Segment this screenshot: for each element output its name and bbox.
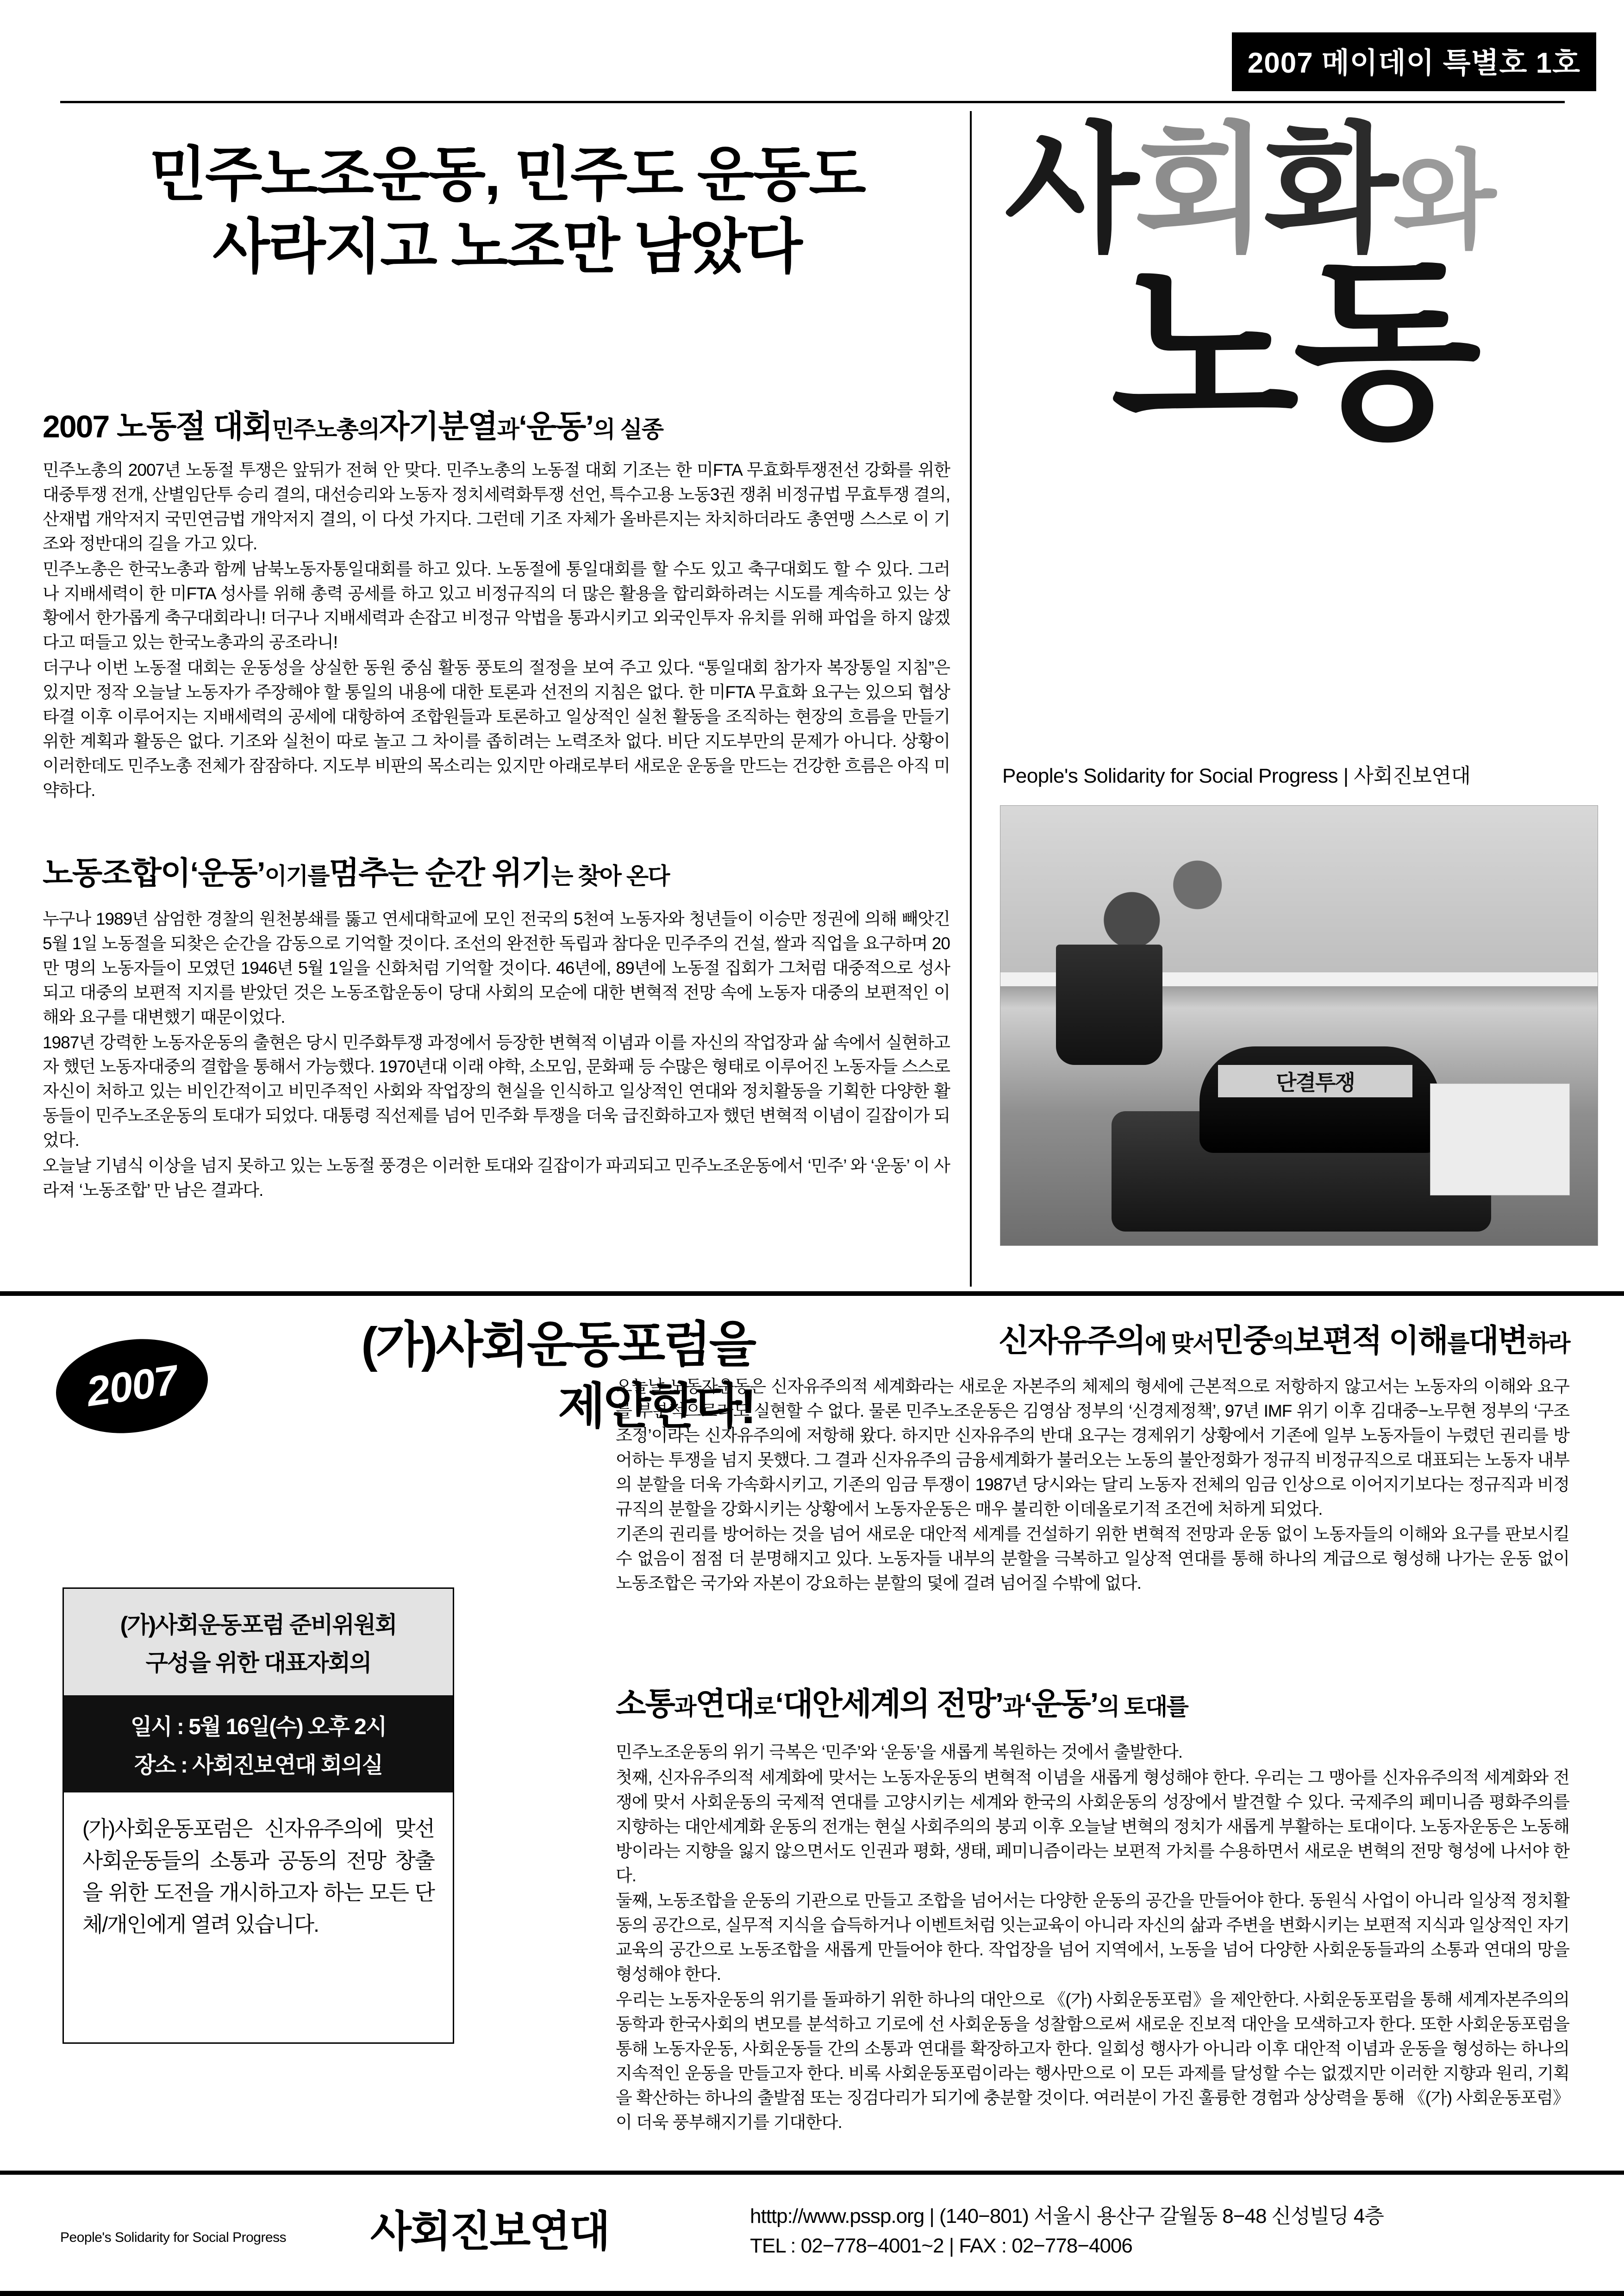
article-1-title-part-6: 의 실종 [593, 417, 663, 442]
forum-title-line-1: (가)사회운동포럼을 [361, 1318, 755, 1372]
article-2-title-part-5: 는 찾아 온다 [551, 863, 669, 889]
article-4-title-part-4: 로 [754, 1694, 775, 1720]
photo-banner-text: 단결투쟁 [1218, 1065, 1412, 1097]
header-rule [60, 101, 1565, 103]
article-4-title-part-3: 연대 [695, 1686, 754, 1722]
logo-char-1: 사 [1005, 112, 1134, 268]
article-3-title-part-8: 하라 [1527, 1331, 1569, 1356]
section-divider [0, 1291, 1624, 1296]
article-3-title-part-7: 대변 [1468, 1323, 1527, 1358]
forum-box-date: 일시 : 5월 16일(수) 오후 2시 [130, 1715, 387, 1739]
article-1-title-part-4: 과 [497, 417, 519, 442]
forum-info-box [62, 1587, 454, 2044]
forum-box-header-line-1: (가)사회운동포럼 준비위원회 [120, 1612, 397, 1638]
article-3-title-part-6: 를 [1447, 1331, 1468, 1356]
article-3-title-part-1: 신자유주의 [998, 1323, 1145, 1358]
headline-line-1: 민주노조운동, 민주도 운동도 [149, 142, 865, 208]
forum-box-place: 장소 : 사회진보연대 회의실 [134, 1753, 383, 1778]
article-1-para-1: 민주노총의 2007년 노동절 투쟁은 앞뒤가 전혀 안 맞다. 민주노총의 노동절 대회 기조는 한 미FTA 무효화투쟁전선 강화를 위한 대중투쟁 전개, 산별임단투 승리 결의, 대선승리와 노동자 정치세력화투쟁 선언, 특수고용 노동3권 쟁취 비정규법 무효투쟁 결의, 산재법 개악저지 국민연금법 개악저지 결의, 이 다섯 가지다. 그런데 기조 자체가 올바른지는 차치하더라도 총연맹 스스로 이 기조와 정반대의 길을 가고 있다. [43, 460, 950, 553]
article-2-para-1: 누구나 1989년 삼엄한 경찰의 원천봉쇄를 뚫고 연세대학교에 모인 전국의 5천여 노동자와 청년들이 이승만 정권에 의해 빼앗긴 5월 1일 노동절을 되찾은 순간을 감동으로 기억할 것이다. 조선의 완전한 독립과 참다운 민주주의 건설, 쌀과 직업을 요구하며 20만 명의 노동자들이 모였던 1946년 5월 1일을 신화처럼 기억할 것이다. 46년에, 89년에 노동절 집회가 그처럼 대중적으로 성사되고 대중의 보편적 지지를 받았던 것은 노동조합운동이 당대 사회의 모순에 대한 변혁적 전망 속에 노동자 대중의 보편적인 이해와 요구를 대변했기 때문이었다. [43, 909, 950, 1027]
article-4-para-2: 첫째, 신자유주의적 세계화에 맞서는 노동자운동의 변혁적 이념을 새롭게 형성해야 한다. 우리는 그 맹아를 신자유주의적 세계화와 전쟁에 맞서 사회운동의 국제적 연대를 고양시키는 세계와 한국의 사회운동의 성장에서 발견할 수 있다. 국제주의 페미니즘 평화주의를 지향하는 대안세계화 운동의 전개는 현실 사회주의의 붕괴 이후 오늘날 변혁의 정치가 새롭게 부활하는 토대이다. 노동자운동은 노동해방이라는 지향을 잃지 않으면서도 인권과 평화, 생태, 페미니즘이라는 보편적 가치를 수용하면서 새로운 변혁의 전망 형성에 나서야 한다. [616, 1767, 1569, 1885]
forum-box-header-line-2: 구성을 위한 대표자회의 [145, 1650, 371, 1676]
forum-box-header [64, 1589, 453, 1697]
logo-line-1 [1005, 112, 1492, 268]
article-2-body [43, 907, 950, 1204]
footer-contact-line-2: TEL : 02−778−4001~2 | FAX : 02−778−4006 [750, 2234, 1132, 2257]
article-4-body [616, 1740, 1569, 2136]
issue-badge: 2007 메이데이 특별호 1호 [1232, 32, 1596, 91]
photo-white-box [1430, 1083, 1570, 1195]
footer-org-ko: 사회진보연대 [370, 2208, 609, 2255]
footer-rule-top [0, 2171, 1624, 2175]
article-4-title-part-7: ‘운동’ [1024, 1686, 1098, 1722]
footer-rule-bottom [0, 2291, 1624, 2296]
photo-protest-gear [1000, 805, 1598, 1246]
headline-line-2: 사라지고 노조만 남았다 [212, 214, 801, 280]
forum-box-body: (가)사회운동포럼은 신자유주의에 맞선 사회운동들의 소통과 공동의 전망 창출을 위한 도전을 개시하고자 하는 모든 단체/개인에게 열려 있습니다. [82, 1817, 434, 1936]
article-2-title-part-4: 멈추는 순간 위기 [329, 856, 551, 891]
article-4-title-part-6: 과 [1002, 1694, 1024, 1720]
page-title [42, 139, 972, 283]
photo-cap [1199, 1046, 1440, 1153]
article-4-title-part-5: ‘대안세계의 전망’ [775, 1686, 1003, 1722]
article-3-para-1: 오늘날 노동자운동은 신자유주의적 세계화라는 새로운 자본주의 체제의 형세에 근본적으로 저항하지 않고서는 노동자의 이해와 요구를 부분적으로라도 실현할 수 없다. 물론 민주노조운동은 김영삼 정부의 ‘신경제정책’, 97년 IMF 위기 이후 김대중−노무현 정부의 ‘구조조정’이라는 신자유주의에 저항해 왔다. 하지만 신자유주의 반대 요구는 경제위기 상황에서 기존에 일부 노동자들이 누렸던 권리를 방어하는 투쟁을 넘지 못했다. 그 결과 신자유주의 금융세계화가 불러오는 노동의 불안정화가 정규직 비정규직으로 대표되는 노동자 내부의 분할을 더욱 가속화시키고, 기존의 임금 투쟁이 1987년 당시와는 달리 노동자 전체의 임금 인상으로 이어지기보다는 정규직과 비정규직의 분할을 강화시키는 상황에서 노동자운동은 매우 불리한 이데올로기적 조건에 처하게 되었다. [616, 1377, 1569, 1518]
logo-char-3: 화 [1263, 112, 1393, 268]
article-3-title-part-2: 에 맞서 [1144, 1331, 1214, 1356]
article-3-body [616, 1375, 1569, 1597]
article-2-para-3: 오늘날 기념식 이상을 넘지 못하고 있는 노동절 풍경은 이러한 토대와 길잡이가 파괴되고 민주노조운동에서 ‘민주’ 와 ‘운동’ 이 사라져 ‘노동조합’ 만 남은 결과다. [43, 1156, 950, 1200]
year-badge-label: 2007 [83, 1356, 181, 1415]
logo-char-4: 와 [1393, 142, 1492, 261]
article-2-title-part-3: 이기를 [264, 863, 329, 889]
article-3-para-2: 기존의 권리를 방어하는 것을 넘어 새로운 대안적 세계를 건설하기 위한 변혁적 전망과 운동 없이 노동자들의 이해와 요구를 판보시킬 수 없음이 점점 더 분명해지고 있다. 노동자들 내부의 분할을 극복하고 일상적 연대를 통해 하나의 계급으로 형성해 나가는 운동 없이 노동조합은 국가와 자본이 강요하는 분할의 덫에 걸려 넘어질 수밖에 없다. [616, 1524, 1569, 1593]
article-2-title [43, 854, 950, 893]
article-1-title-part-3: 자기분열 [379, 409, 497, 444]
logo-line-2: 노동 [1111, 243, 1476, 460]
article-3-title-part-4: 의 [1272, 1331, 1293, 1356]
forum-title-line-2: 제안한다! [558, 1379, 755, 1434]
article-2-title-part-2: ‘운동’ [190, 856, 265, 891]
article-1-para-3: 더구나 이번 노동절 대회는 운동성을 상실한 동원 중심 활동 풍토의 절정을 보여 주고 있다. “통일대회 참가자 복장통일 지침”은 있지만 정작 오늘날 노동자가 주장해야 할 통일의 내용에 대한 토론과 선전의 지침은 없다. 한 미FTA 무효화 요구는 있으되 협상 타결 이후 이루어지는 지배세력의 공세에 대항하여 조합원들과 토론하고 일상적인 실천 활동을 조직하는 현장의 흐름을 만들기 위한 계획과 활동은 없다. 기조와 실천이 따로 놀고 그 차이를 좁히려는 노력조차 없다. 비단 지도부만의 문제가 아니다. 상황이 이러한데도 민주노총 전체가 잠잠하다. 지도부 비판의 목소리는 있지만 아래로부터 새로운 운동을 만드는 건강한 흐름은 아직 미약하다. [43, 658, 950, 800]
logo-subtitle: People's Solidarity for Social Progress | 사회진보연대 [1002, 765, 1471, 787]
article-4-title-part-8: 의 토대를 [1097, 1694, 1188, 1720]
article-1-title-part-2: 민주노총의 [272, 417, 379, 442]
footer-org-en: People's Solidarity for Social Progress [60, 2230, 287, 2245]
article-1-title-part-5: ‘운동’ [518, 409, 593, 444]
article-1-title [43, 407, 950, 447]
article-4-para-3: 둘째, 노동조합을 운동의 기관으로 만들고 조합을 넘어서는 다양한 운동의 공간을 만들어야 한다. 동원식 사업이 아니라 일상적 정치활동의 공간으로, 실무적 지식을 습득하거나 이벤트처럼 잇는교육이 아니라 자신의 삶과 주변을 변화시키는 보편적 지식과 일상적인 자기교육의 공간으로 노동조합을 새롭게 만들어야 한다. 작업장을 넘어 지역에서, 노동을 넘어 다양한 사회운동들과의 소통과 연대의 망을 형성해야 한다. [616, 1891, 1569, 1984]
article-4-para-4: 우리는 노동자운동의 위기를 돌파하기 위한 하나의 대안으로 《(가) 사회운동포럼》을 제안한다. 사회운동포럼을 통해 세계자본주의의 동학과 한국사회의 변모를 분석하고 기로에 선 사회운동을 성찰함으로써 새로운 진보적 대안을 모색하고자 한다. 또한 사회운동포럼을 통해 노동자운동, 사회운동들 간의 소통과 연대를 확장하고자 한다. 일회성 행사가 아니라 이후 대안적 이념과 운동을 형성하는 하나의 지속적인 운동을 만들고자 한다. 비록 사회운동포럼이라는 행사만으로 이 모든 과제를 달성할 수는 없겠지만 이러한 지향과 원리, 기획을 확산하는 하나의 출발점 또는 징검다리가 되기에 충분할 것이다. 여러분이 가진 훌륭한 경험과 상상력을 통해 《(가) 사회운동포럼》이 더욱 풍부해지기를 기대한다. [616, 1990, 1569, 2132]
year-badge [50, 1330, 214, 1443]
article-3-title [616, 1321, 1569, 1361]
article-1-title-part-1: 2007 노동절 대회 [43, 409, 272, 444]
article-2-title-part-1: 노동조합이 [43, 856, 190, 891]
footer [0, 2175, 1624, 2296]
article-2-para-2: 1987년 강력한 노동자운동의 출현은 당시 민주화투쟁 과정에서 등장한 변혁적 이념과 이를 자신의 작업장과 삶 속에서 실현하고자 했던 노동자대중의 결합을 통해서 가능했다. 1970년대 이래 야학, 소모임, 문화패 등 수많은 형태로 이루어진 노동자들 스스로 자신이 처하고 있는 비인간적이고 비민주적인 사회와 작업장의 현실을 인식하고 일상적인 연대와 정치활동을 기획한 다양한 활동들이 민주노조운동의 토대가 되었다. 대통령 직선제를 넘어 민주화 투쟁을 더욱 급진화하고자 했던 변혁적 이념이 길잡이가 되었다. [43, 1033, 950, 1150]
article-4-title-part-2: 과 [674, 1694, 696, 1720]
article-3-title-part-5: 보편적 이해 [1293, 1323, 1448, 1358]
photo-flower-pot [1056, 945, 1162, 1065]
masthead-logo [1000, 112, 1593, 616]
article-4-title [616, 1685, 1569, 1724]
article-4-para-1: 민주노조운동의 위기 극복은 ‘민주’와 ‘운동’을 새롭게 복원하는 것에서 출발한다. [616, 1742, 1183, 1761]
article-1-para-2: 민주노총은 한국노총과 함께 남북노동자통일대회를 하고 있다. 노동절에 통일대회를 할 수도 있고 축구대회도 할 수 있다. 그러나 지배세력이 한 미FTA 성사를 위해 총력 공세를 하고 있고 비정규직의 더 많은 활용을 합리화하려는 시도를 계속하고 있는 상황에서 한가롭게 축구대회라니! 더구나 지배세력과 손잡고 비정규 악법을 통과시키고 외국인투자 유치를 위해 파업을 하지 않겠다고 떠들고 있는 한국노총과의 공조라니! [43, 559, 950, 652]
column-divider [970, 111, 972, 1287]
article-4-title-part-1: 소통 [616, 1686, 675, 1722]
article-3-title-part-3: 민중 [1213, 1323, 1273, 1358]
logo-char-2: 회 [1134, 112, 1264, 268]
footer-contact-line-1: htttp://www.pssp.org | (140−801) 서울시 용산구 갈월동 8−48 신성빌딩 4층 [750, 2205, 1384, 2228]
forum-box-details [64, 1695, 453, 1792]
article-1-body [43, 458, 950, 804]
